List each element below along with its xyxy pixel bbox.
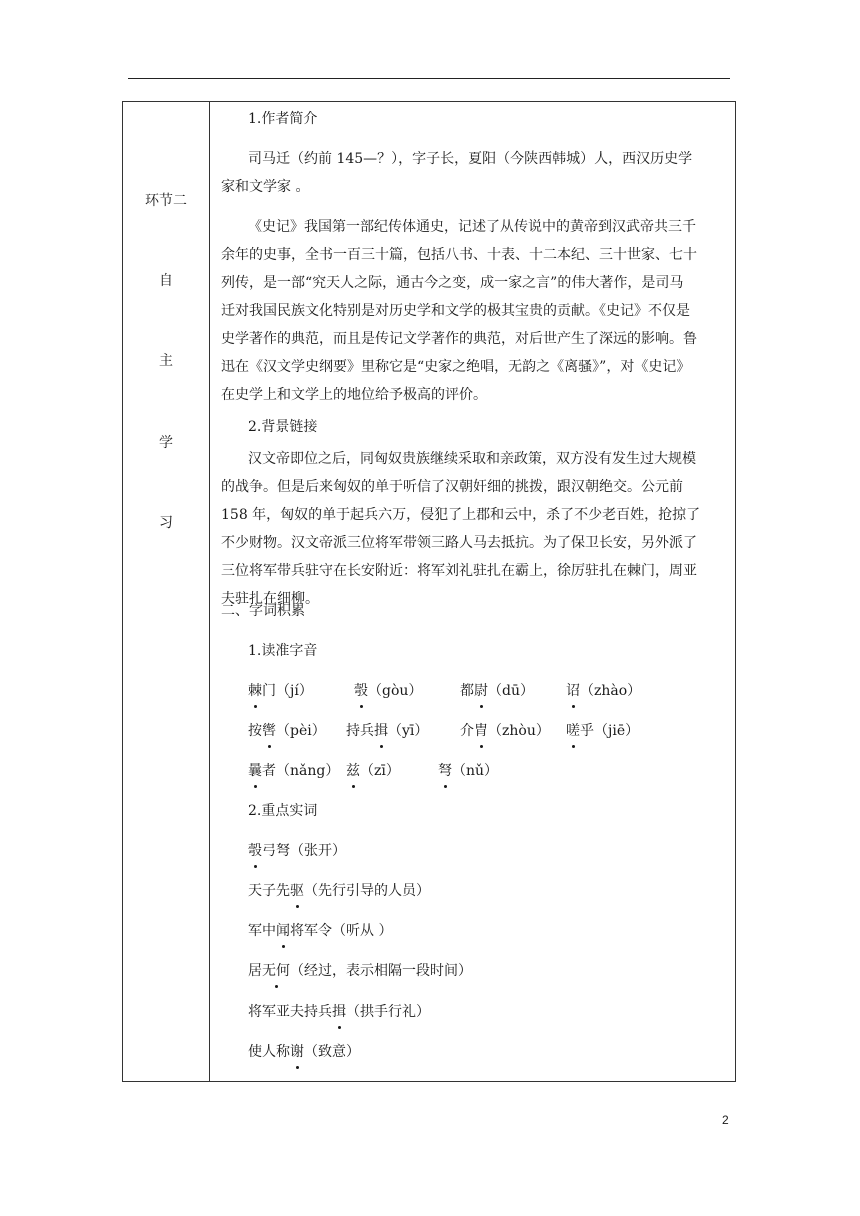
- author-bio-line-1: 司马迁（约前 145—？），字子长，夏阳（今陕西韩城）人，西汉历史学: [248, 151, 693, 167]
- key-words-heading: 2.重点实词: [248, 803, 318, 819]
- key-word-item: 天子先驱（先行引导的人员）: [248, 877, 430, 905]
- author-bio-line-2: 家和文学家 。: [221, 179, 310, 195]
- key-word-item: 军中闻将军令（听从 ）: [248, 917, 392, 945]
- pronunciation-item: 介胄（zhòu）: [460, 717, 566, 745]
- section-char-1: 自: [159, 273, 173, 289]
- pronunciation-item: 持兵揖（yī）: [346, 717, 460, 745]
- author-heading: 1.作者简介: [248, 111, 318, 127]
- shiji-line: 史学著作的典范，而且是传记文学著作的典范，对后世产生了深远的影响。鲁: [221, 331, 697, 347]
- shiji-line: 《史记》我国第一部纪传体通史，记述了从传说中的黄帝到汉武帝共三千: [248, 219, 696, 235]
- pronunciation-item: 诏（zhào）: [566, 677, 641, 705]
- shiji-line: 迅在《汉文学史纲要》里称它是“史家之绝唱，无韵之《离骚》”，对《史记》: [221, 359, 691, 375]
- page-number: 2: [722, 1113, 729, 1127]
- pronunciation-item: 兹（zī）: [346, 757, 438, 785]
- background-line: 的战争。但是后来匈奴的单于听信了汉朝奸细的挑拨，跟汉朝绝交。公元前: [221, 479, 683, 495]
- background-line: 三位将军带兵驻守在长安附近：将军刘礼驻扎在霸上，徐厉驻扎在棘门，周亚: [221, 563, 697, 579]
- section-label: 环节二: [145, 193, 187, 209]
- background-heading: 2.背景链接: [248, 419, 318, 435]
- shiji-line: 在史学上和文学上的地位给予极高的评价。: [221, 387, 487, 403]
- pronunciation-item: 弩（nǔ）: [438, 757, 498, 785]
- section-label-cell: [123, 102, 210, 1082]
- pronunciation-item: 棘门（jí）: [248, 677, 354, 705]
- section-char-3: 学: [159, 435, 173, 451]
- pronunciation-item: 按辔（pèi）: [248, 717, 346, 745]
- pronunciation-row: [248, 757, 498, 785]
- key-word-item: 将军亚夫持兵揖（拱手行礼）: [248, 998, 430, 1026]
- section-char-2: 主: [159, 353, 173, 369]
- vocab-section-title: 二、字词积累: [221, 603, 305, 619]
- pronunciation-item: 彀（gòu）: [354, 677, 460, 705]
- key-word-item: 彀弓弩（张开）: [248, 837, 346, 865]
- shiji-line: 迁对我国民族文化特别是对历史学和文学的极其宝贵的贡献。《史记》不仅是: [221, 303, 690, 319]
- pronunciation-item: 嗟乎（jiē）: [566, 717, 639, 745]
- background-line: 不少财物。汉文帝派三位将军带领三路人马去抵抗。为了保卫长安，另外派了: [221, 535, 697, 551]
- header-rule: [128, 78, 730, 79]
- pronunciation-row: [248, 677, 641, 705]
- pronunciation-item: 曩者（nǎng）: [248, 757, 346, 785]
- shiji-line: 余年的史事，全书一百三十篇，包括八书、十表、十二本纪、三十世家、七十: [221, 247, 697, 263]
- section-char-4: 习: [159, 515, 173, 531]
- key-word-item: 居无何（经过，表示相隔一段时间）: [248, 957, 472, 985]
- shiji-line: 列传，是一部“究天人之际，通古今之变，成一家之言”的伟大著作，是司马: [221, 275, 684, 291]
- lesson-table: [122, 101, 736, 1082]
- pronunciation-item: 都尉（dū）: [460, 677, 566, 705]
- content-cell: [210, 102, 736, 1082]
- pronunciation-heading: 1.读准字音: [248, 643, 318, 659]
- background-line: 汉文帝即位之后，同匈奴贵族继续采取和亲政策，双方没有发生过大规模: [248, 451, 696, 467]
- key-word-item: 使人称谢（致意）: [248, 1038, 360, 1066]
- background-line: 158 年，匈奴的单于起兵六万，侵犯了上郡和云中，杀了不少老百姓，抢掠了: [221, 507, 701, 523]
- background-line: 夫驻扎在细柳。: [221, 591, 319, 607]
- pronunciation-row: [248, 717, 639, 745]
